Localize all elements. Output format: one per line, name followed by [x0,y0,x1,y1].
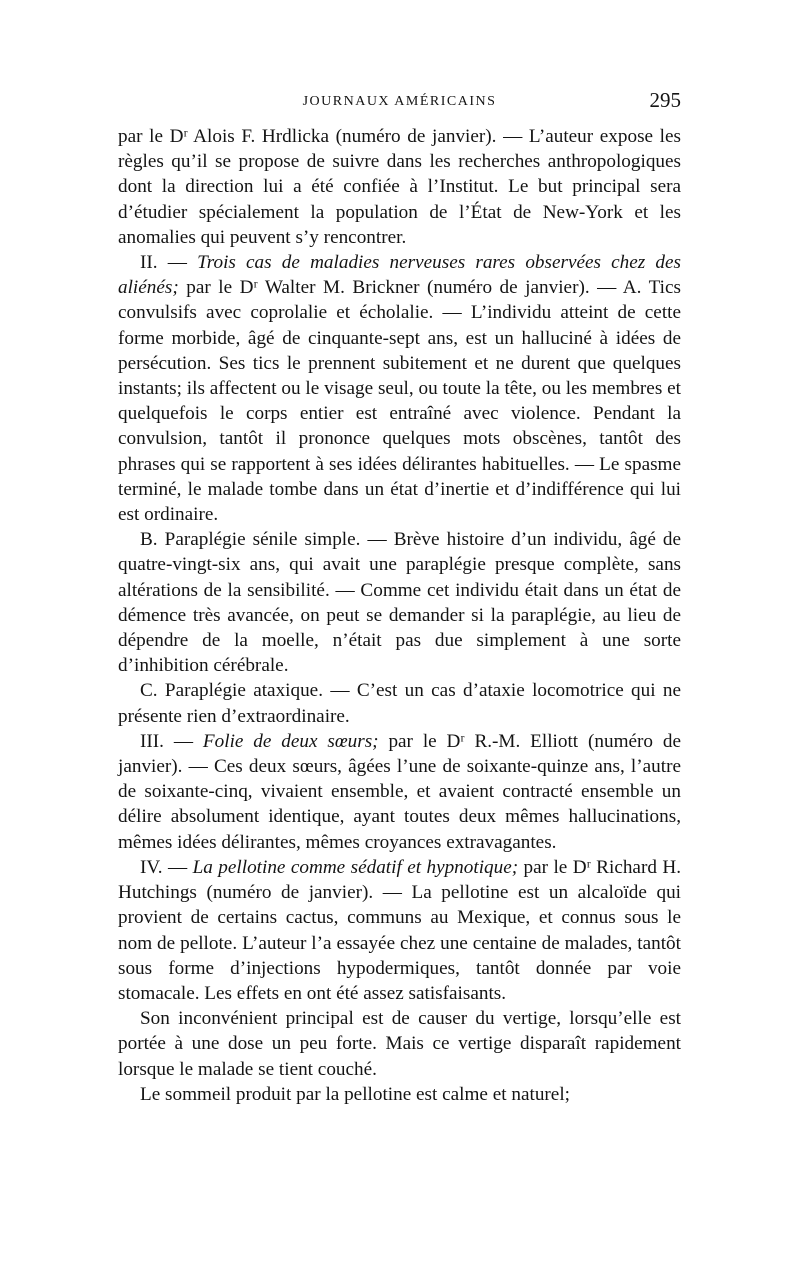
article-title: Folie de deux sœurs; [202,730,379,752]
text-run: par le Dʳ Walter M. Brickner (numéro de janvier). — A. Tics convulsifs avec coprolalie et écholalie. — L’individu atteint de cette forme morbide, âgé de cinquante-sept ans, est un halluciné à idées de persécution. Ses tics le prennent subitement et ne durent que quelques instants; ils affectent ou le visage seul, ou toute la tête, ou les membres et quelquefois le corps entier est entraîné avec violence. Pendant la convulsion, tantôt il prononce quelques mots obscènes, tantôt des phrases qui se rapportent à ses idées délirantes habituelles. — Le spasme terminé, le malade tombe dans un état d’inertie et d’indifférence qui lui est ordinaire. [118,277,681,526]
paragraph-paraplegie-ataxique [118,678,681,728]
article-title: La pellotine comme sédatif et hypnotique; [192,856,519,878]
text-run: B. Paraplégie sénile simple. — Brève histoire d’un individu, âgé de quatre-vingt-six ans, qui avait une paraplégie presque complète, sans altérations de la sensibilité. — Comme cet individu était dans un état de démence très avancée, on peut se demander si la paraplégie, au lieu de dépendre de la moelle, n’était pas due simplement à une sorte d’inhibition cérébrale. [118,529,681,677]
text-run: Son inconvénient principal est de causer du vertige, lorsqu’elle est portée à une dose un peu forte. Mais ce vertige disparaît rapidement lorsque le malade se tient couché. [118,1008,681,1080]
paragraph-sommeil [118,1082,681,1107]
text-run: par le Dʳ Richard H. Hutchings (numéro de janvier). — La pellotine est un alcaloïde qui provient de certains cactus, communs au Mexique, et connus sous le nom de pellote. L’auteur l’a essayée chez une centaine de malades, tantôt sous forme d’injections hypodermiques, tantôt donnée par voie stomacale. Les effets en ont été assez satisfaisants. [118,856,681,1004]
text-run: par le Dʳ R.-M. Elliott (numéro de janvier). — Ces deux sœurs, âgées l’une de soixante-quinze ans, l’autre de soixante-cinq, vivaient ensemble, et avaient contracté ensemble un délire absolument identique, ayant toutes deux mêmes hallucinations, mêmes idées délirantes, mêmes croyances extravagantes. [118,730,682,853]
paragraph-paraplegie-senile [118,527,681,678]
text-run: C. Paraplégie ataxique. — C’est un cas d’ataxie locomotrice qui ne présente rien d’extraordinaire. [118,680,681,727]
paragraph-hutchings [118,855,681,1006]
paragraph-brickner [118,250,681,527]
paragraph-vertige [118,1006,681,1082]
paragraph-elliott [118,729,681,855]
text-run: par le Dʳ Alois F. Hrdlicka (numéro de janvier). — L’auteur expose les règles qu’il se propose de suivre dans les recherches anthropologiques dont la direction lui a été confiée à l’Institut. Le but principal sera d’étudier spécialement la population de l’État de New-York et les anomalies qui peuvent s’y rencontrer. [118,126,681,248]
text-run: IV. — [140,856,193,878]
text-run: Le sommeil produit par la pellotine est calme et naturel; [140,1083,570,1105]
running-head [118,88,681,114]
paragraph-hrdlicka [118,124,681,250]
page-number: 295 [649,88,681,112]
running-title: JOURNAUX AMÉRICAINS [302,94,497,109]
body-text [118,124,681,1107]
article-title: Trois cas de maladies nerveuses rares observées chez des aliénés; [118,252,681,299]
text-run: II. — [140,252,198,274]
text-run: III. — [140,730,203,752]
